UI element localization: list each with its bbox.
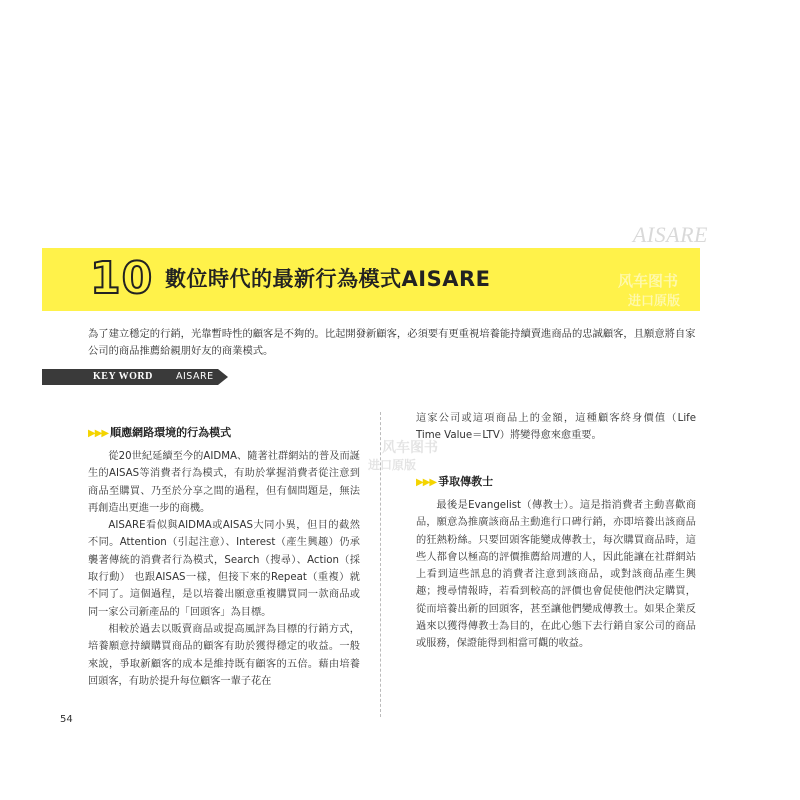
section-heading-1 xyxy=(88,424,231,442)
watermark-line-1: 风车图书 xyxy=(618,272,679,290)
chapter-number: 10 xyxy=(90,253,154,304)
intro-paragraph: 為了建立穩定的行銷，光靠暫時性的顧客是不夠的。比起開發新顧客，必須要有更重視培養能持續賣進商品的忠誠顧客，且願意將自家公司的商品推薦給親朋好友的商業模式。 xyxy=(88,328,696,357)
section-tag-watermark: AISARE xyxy=(632,222,708,247)
triple-arrow-icon: ▶▶▶ xyxy=(88,428,109,439)
watermark-mid-line-1: 风车图书 xyxy=(382,440,438,456)
body-paragraph: 最後是Evangelist（傳教士）。這是指消費者主動喜歡商品，願意為推廣該商品主動進行口碑行銷，亦即培養出該商品的狂熱粉絲。只要回頭客能變成傳教士，每次購買商品時，這些人都會以極高的評價推薦給周遭的人，因此能讓在社群網站上看到這些訊息的消費者注意到該商品，或對該商品產生興趣；搜尋情報時，若看到較高的評價也會促使他們決定購買，從而培養出新的回頭客，甚至讓他們變成傳教士。如果企業反過來以獲得傳教士為目的，在此心態下去行銷自家公司的商品或服務，保證能得到相當可觀的收益。 xyxy=(416,500,696,650)
left-column-body xyxy=(88,448,360,690)
body-paragraph: 從20世紀延續至今的AIDMA、隨著社群網站的普及而誕生的AISAS等消費者行為模式，有助於掌握消費者從注意到商品至購買、乃至於分享之間的過程，但有個問題是，無法再創造出更進一步的商機。 xyxy=(88,451,360,514)
body-paragraph: 這家公司或這項商品上的金額，這種顧客終身價值（Life Time Value＝LTV）將變得愈來愈重要。 xyxy=(416,413,696,442)
watermark-mid-line-2: 进口原版 xyxy=(368,458,417,472)
right-column-body xyxy=(416,497,696,653)
watermark-line-2: 进口原版 xyxy=(628,294,681,309)
section-heading-2-text: 爭取傳教士 xyxy=(438,475,494,488)
body-paragraph: AISARE看似與AIDMA或AISAS大同小異，但目的截然不同。Attention（引起注意）、Interest（產生興趣）仍承襲著傳統的消費者行為模式，Search（搜尋）、Action（採取行動） 也跟AISAS一樣，但接下來的Repeat（重複）就不同了。這個過程，是以培養出願意重複購買同一款商品或同一家公司新產品的「回頭客」為目標。 xyxy=(88,520,360,618)
triple-arrow-icon: ▶▶▶ xyxy=(416,477,437,488)
keyword-label: KEY WORD xyxy=(93,371,153,382)
page-number: 54 xyxy=(60,714,73,725)
keyword-arrow-icon xyxy=(218,369,228,385)
chapter-title: 數位時代的最新行為模式AISARE xyxy=(165,267,491,291)
keyword-value: AISARE xyxy=(176,371,214,382)
right-column-continuation xyxy=(416,410,696,445)
section-heading-2 xyxy=(416,473,493,491)
section-heading-1-text: 順應網路環境的行為模式 xyxy=(110,426,232,439)
body-paragraph: 相較於過去以販賣商品或提高風評為目標的行銷方式，培養願意持續購買商品的顧客有助於獲得穩定的收益。一般來說，爭取新顧客的成本是維持既有顧客的五倍。藉由培養回頭客，有助於提升每位顧客一輩子花在 xyxy=(88,623,360,687)
